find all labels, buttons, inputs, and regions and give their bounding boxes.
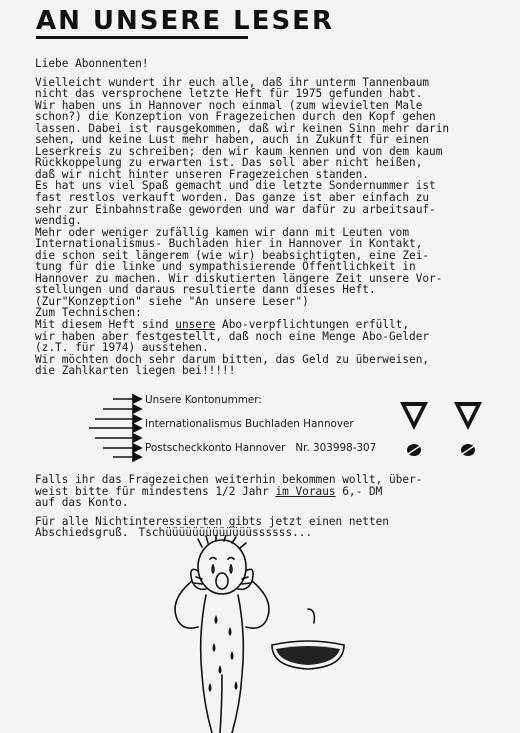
technical-text: Mit diesem Heft sind: [35, 318, 176, 332]
paragraph-line: (Zur"Konzeption" siehe "An unsere Leser"): [35, 294, 309, 308]
bucket-drawing: [268, 605, 348, 675]
paragraph-line: fast restlos verkauft worden. Das ganze ist aber einfach zu: [35, 191, 430, 205]
technical-line: (z.T. für 1974) ausstehen.: [35, 341, 209, 355]
closing-line: Falls ihr das Fragezeichen weiterhin bekommen wollt, über-: [35, 473, 423, 486]
underlined-text: im Voraus: [275, 484, 336, 498]
technical-heading: Zum Technischen:: [35, 306, 142, 320]
page-title: AN UNSERE LESER: [36, 6, 334, 36]
technical-line: [35, 319, 505, 331]
underlined-text: unsere: [175, 318, 216, 332]
arrow-icon: [85, 394, 143, 474]
paragraph-line: Rückkoppelung zu erwarten ist. Das soll aber nicht heißen,: [35, 156, 423, 170]
paragraph-line: stellungen und daraus resultierte dann dieses Heft.: [35, 283, 376, 297]
paragraph-line: Internationalismus- Buchladen hier in Hannover in Kontakt,: [35, 237, 423, 251]
paragraph-line: lassen. Dabei ist rausgekommen, daß wir keinen Sinn mehr darin: [35, 121, 450, 135]
closing-line: auf das Konto.: [35, 496, 129, 510]
technical-text: Abo-verpflichtungen erfüllt,: [215, 318, 410, 332]
letter-body: [35, 58, 505, 377]
paragraph-line: Mehr oder weniger zufällig kamen wir dann mit Leuten vom: [35, 225, 410, 239]
technical-line: wir haben aber festgestellt, daß noch eine Menge Abo-Gelder: [35, 329, 430, 343]
farewell-text: Abschiedsgruß.: [35, 526, 129, 540]
paragraph-line: Es hat uns viel Spaß gemacht und die letzte Sondernummer ist: [35, 179, 436, 193]
technical-line: Wir möchten doch sehr darum bitten, das Geld zu überweisen,: [35, 352, 430, 366]
paragraph-line: sehr zur Einbahnstraße geworden und war dafür zu arbeitsauf-: [35, 202, 436, 216]
paragraph-line: Hannover zu machen. Wir diskutierten längere Zeit unsere Vor-: [35, 271, 443, 285]
paragraph-line: die schon seit längerem (wie wir) beabsichtigten, eine Zei-: [35, 248, 430, 262]
account-name: Internationalismus Buchladen Hannover: [145, 418, 354, 430]
title-underline: [36, 36, 248, 39]
paragraph-line: Leserkreis zu schreiben; den wir kaum kennen und von dem kaum: [35, 144, 443, 158]
paragraph-line: tung für die linke und sympathisierende Öffentlichkeit in: [35, 260, 416, 274]
account-heading: Unsere Kontonummer:: [145, 394, 262, 406]
paragraph-line: Wir haben uns in Hannover noch einmal (zum wievielten Male: [35, 98, 423, 112]
farewell-text: Tschüüüüüüüüüüüüüssssss...: [138, 526, 313, 540]
paragraph-line: Vielleicht wundert ihr euch alle, daß ihr unterm Tannenbaum: [35, 75, 430, 89]
closing-text-part: weist bitte für mindestens 1/2 Jahr: [35, 484, 276, 498]
technical-line: die Zahlkarten liegen bei!!!!!: [35, 364, 236, 378]
greeting: Liebe Abonnenten!: [35, 57, 149, 70]
account-number: Postscheckkonto Hannover Nr. 303998-307: [145, 442, 377, 454]
exclamation-marks-icon: [398, 400, 498, 470]
paragraph-line: sehen, und keine Lust mehr haben, auch in Zukunft für einen: [35, 133, 430, 147]
farewell-line: Für alle Nichtinteressierten gibts jetzt einen netten: [35, 514, 389, 528]
paragraph-line: wendig.: [35, 214, 82, 228]
paragraph-line: nicht das versprochene letzte Heft für 1975 gefunden habt.: [35, 87, 423, 101]
paragraph-line: schon?) die Konzeption von Fragezeichen durch den Kopf gehen: [35, 110, 436, 124]
paragraph-line: daß wir nicht hinter unseren Fragezeichen standen.: [35, 167, 369, 181]
closing-text: [35, 474, 505, 539]
closing-text-part: 6,- DM: [335, 484, 383, 498]
